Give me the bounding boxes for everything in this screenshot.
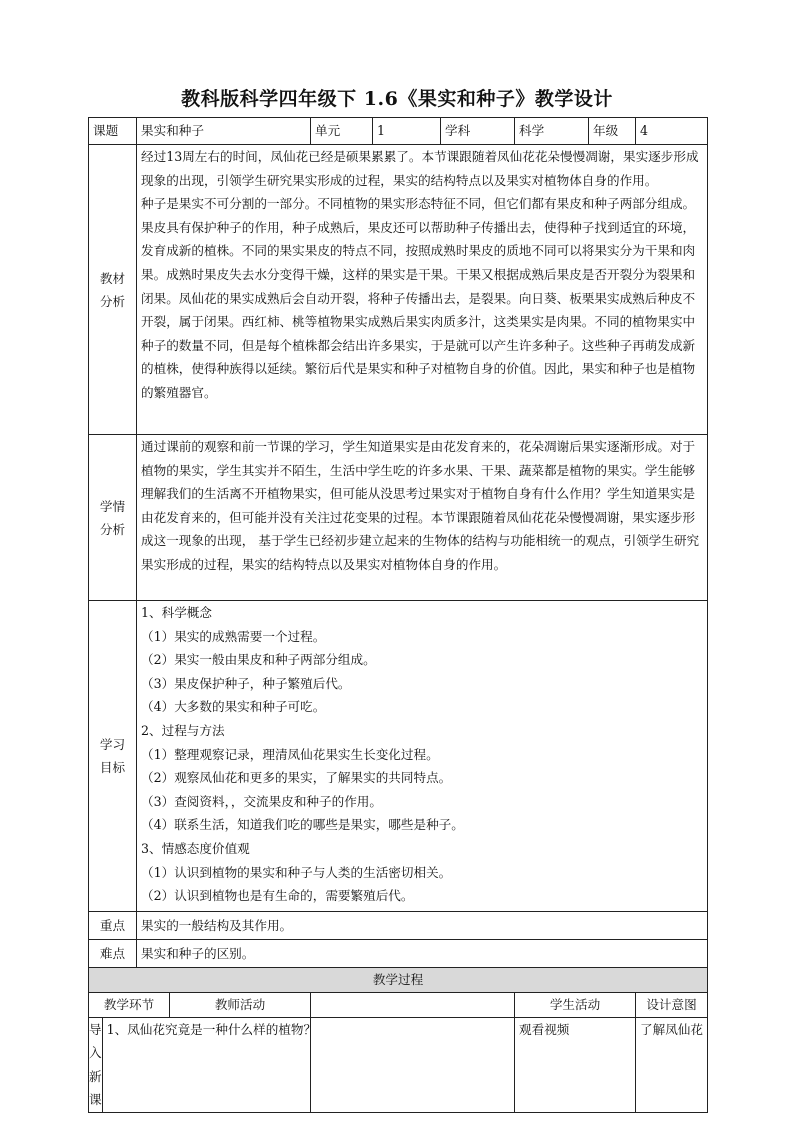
student-analysis-label: 学情 分析 <box>89 435 137 601</box>
process-stage: 导入新课 <box>89 1018 103 1112</box>
difficult-point-text: 果实和种子的区别。 <box>137 940 708 968</box>
learning-goals-row <box>89 601 708 912</box>
process-columns-row <box>89 993 708 1018</box>
column-header-intent: 设计意图 <box>636 993 708 1018</box>
material-paragraph: 经过13周左右的时间，凤仙花已经是硕果累累了。本节课跟随着凤仙花花朵慢慢凋谢，果实逐步形成现象的出现，引领学生研究果实形成的过程，果实的结构特点以及果实对植物体自身的作用。 <box>141 149 699 188</box>
unit-label: 单元 <box>311 118 373 145</box>
difficult-point-label: 难点 <box>89 940 137 968</box>
goal-line: （1）果实的成熟需要一个过程。 <box>141 628 326 644</box>
process-heading-row <box>89 968 708 993</box>
learning-goals-list <box>137 601 708 912</box>
process-design-intent: 了解凤仙花 <box>636 1017 708 1112</box>
key-point-row <box>89 912 708 940</box>
column-header-teacher-cont <box>311 993 515 1018</box>
difficult-point-row <box>89 940 708 968</box>
goal-line: 2、过程与方法 <box>141 722 225 738</box>
process-teacher-activity: 1、凤仙花究竟是一种什么样的植物？ <box>106 1021 317 1037</box>
process-row-stage-teacher <box>89 1017 317 1112</box>
learning-goals-label: 学习 目标 <box>89 601 137 912</box>
goal-line: （4）大多数的果实和种子可吃。 <box>141 699 326 715</box>
key-point-text: 果实的一般结构及其作用。 <box>137 912 708 940</box>
key-point-label: 重点 <box>89 912 137 940</box>
goal-line: （1）认识到植物的果实和种子与人类的生活密切相关。 <box>141 864 452 880</box>
goal-line: （4）联系生活，知道我们吃的哪些是果实，哪些是种子。 <box>141 817 464 833</box>
column-header-student: 学生活动 <box>515 993 636 1018</box>
goal-line: （2）果实一般由果皮和种子两部分组成。 <box>141 652 376 668</box>
process-teacher-cont <box>311 1017 515 1112</box>
material-paragraph: 种子是果实不可分割的一部分。不同植物的果实形态特征不同，但它们都有果皮和种子两部分组成。果皮具有保护种子的作用，种子成熟后，果皮还可以帮助种子传播出去，使得种子找到适宜的环境，发育成新的植株。不同的果实果皮的特点不同，按照成熟时果皮的质地不同可以将果实分为干果和肉果。成熟时果皮失去水分变得干燥，这样的果实是干果。干果又根据成熟后果皮是否开裂分为裂果和闭果。凤仙花的果实成熟后会自动开裂，将种子传播出去，是裂果。向日葵、板栗果实成熟后种皮不开裂，属于闭果。西红柿、桃等植物果实成熟后果实肉质多汁，这类果实是肉果。不同的植物果实中种子的数量不同，但是每个植株都会结出许多果实，于是就可以产生许多种子。这些种子再萌发成新的植株，使得种族得以延续。繁衍后代是果实和种子对植物自身的价值。因此，果实和种子也是植物的繁殖器官。 <box>141 196 696 400</box>
goal-line: （3）果皮保护种子，种子繁殖后代。 <box>141 675 351 691</box>
unit-value: 1 <box>373 118 441 145</box>
grade-value: 4 <box>636 118 708 145</box>
topic-label: 课题 <box>89 118 137 145</box>
goal-line: （3）查阅资料，，交流果皮和种子的作用。 <box>141 793 382 809</box>
lesson-plan-table <box>88 117 708 1113</box>
goal-line: 3、情感态度价值观 <box>141 840 250 856</box>
goal-line: （2）认识到植物也是有生命的，需要繁殖后代。 <box>141 888 414 904</box>
process-row <box>89 1017 708 1112</box>
goal-line: （1）整理观察记录，理清凤仙花果实生长变化过程。 <box>141 746 439 762</box>
goal-line: （2）观察凤仙花和更多的果实，了解果实的共同特点。 <box>141 770 452 786</box>
material-analysis-text <box>137 145 708 435</box>
topic-value: 果实和种子 <box>137 118 311 145</box>
subject-label: 学科 <box>441 118 515 145</box>
grade-label: 年级 <box>589 118 636 145</box>
header-row <box>89 118 708 145</box>
student-analysis-row <box>89 435 708 601</box>
subject-value: 科学 <box>515 118 589 145</box>
column-header-stage: 教学环节 教师活动 <box>89 993 311 1018</box>
page-title: 教科版科学四年级下 1.6《果实和种子》教学设计 <box>181 88 613 110</box>
student-analysis-text: 通过课前的观察和前一节课的学习，学生知道果实是由花发育来的，花朵凋谢后果实逐渐形成。对于植物的果实，学生其实并不陌生，生活中学生吃的许多水果、干果、蔬菜都是植物的果实。学生能够理解我们的生活离不开植物果实，但可能从没思考过果实对于植物自身有什么作用？学生知道果实是由花发育来的，但可能并没有关注过花变果的过程。本节课跟随着凤仙花花朵慢慢凋谢，果实逐步形成这一现象的出现， 基于学生已经初步建立起来的生物体的结构与功能相统一的观点，引领学生研究果实形成的过程，果实的结构特点以及果实对植物体自身的作用。 <box>137 435 708 601</box>
process-student-activity: 观看视频 <box>515 1017 636 1112</box>
goal-line: 1、科学概念 <box>141 605 212 620</box>
material-analysis-row <box>89 145 708 435</box>
process-heading: 教学过程 <box>89 968 708 993</box>
material-analysis-label: 教材 分析 <box>89 145 137 435</box>
